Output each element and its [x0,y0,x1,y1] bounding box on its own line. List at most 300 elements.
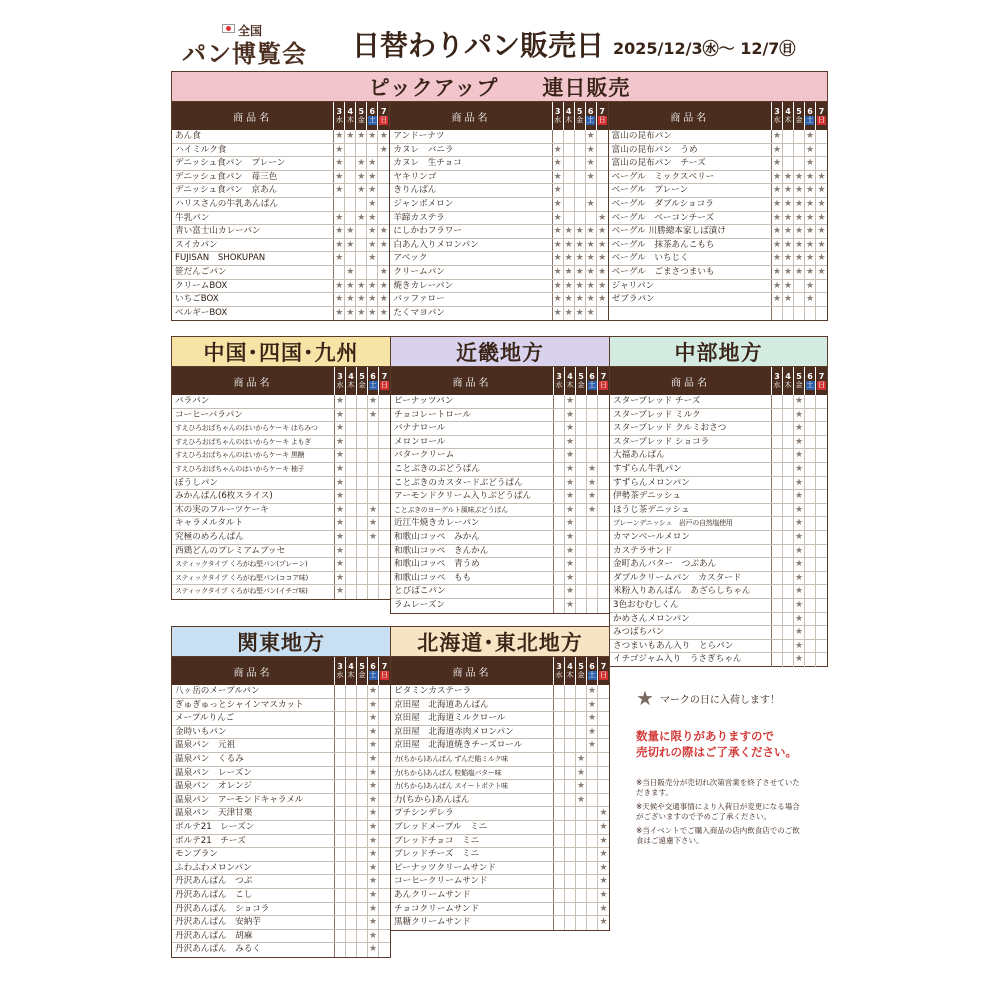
product-name: 金時いもパン [172,726,335,739]
availability-cell [816,640,827,653]
availability-star: ★ [576,794,586,805]
availability-star: ★ [817,212,826,223]
availability-cell [576,835,587,848]
availability-cell [576,875,587,888]
availability-star: ★ [794,627,804,638]
availability-cell [379,409,390,422]
availability-star: ★ [772,239,782,250]
availability-cell [379,794,390,807]
day-header [335,657,346,685]
availability-star: ★ [794,226,804,237]
availability-star: ★ [346,280,355,291]
product-name: 力(ちから)あんぱん スイートポテト味 [391,780,554,793]
availability-cell [346,930,357,943]
product-name: ふわふわメロンパン [172,862,335,875]
availability-cell [554,699,565,712]
availability-cell [597,144,608,157]
availability-star: ★ [565,559,575,570]
weekday: 木 [784,381,792,389]
availability-cell [357,943,368,957]
availability-star: ★ [599,876,608,887]
availability-star: ★ [586,144,595,155]
availability-cell [346,395,357,408]
availability-star: ★ [587,726,597,737]
availability-cell [346,409,357,422]
availability-cell [783,585,794,598]
day-header [783,367,794,395]
day-number: 6 [369,107,376,116]
availability-cell [805,449,816,462]
availability-star: ★ [587,504,597,515]
product-name: 米粉入りあんぱん あざらしちゃん [610,585,772,598]
availability-cell [379,685,390,698]
availability-star: ★ [368,876,378,887]
availability-star: ★ [357,294,366,305]
availability-star: ★ [335,585,346,599]
availability-star: ★ [379,280,388,291]
product-row [172,545,390,559]
product-table [391,657,609,930]
availability-cell [805,422,816,435]
availability-cell [816,280,827,293]
availability-star: ★ [575,294,584,305]
day-number: 7 [381,372,388,381]
product-name: デニッシュ食パン 苺三色 [172,171,334,184]
availability-cell [587,875,598,888]
availability-star: ★ [335,185,344,196]
day-header [565,367,576,395]
table-header [390,102,607,130]
section-body [172,367,390,599]
availability-star: ★ [565,586,575,597]
availability-cell [816,599,827,612]
availability-cell [346,780,357,793]
availability-cell [346,862,357,875]
availability-cell [554,572,565,585]
availability-cell [805,599,816,612]
product-row [172,184,389,198]
availability-cell [345,252,356,265]
availability-cell [379,490,390,503]
availability-cell [335,685,346,698]
availability-cell [816,504,827,517]
availability-cell [379,712,390,725]
weekday: 土 [369,381,377,389]
product-name: 白あん入りメロンパン [390,239,552,252]
availability-cell [783,144,794,157]
availability-star: ★ [575,239,584,250]
availability-cell [598,726,609,739]
availability-cell [805,307,816,321]
availability-cell [335,862,346,875]
availability-cell [554,903,565,916]
product-row [391,875,609,889]
availability-star: ★ [357,158,366,169]
availability-cell [816,463,827,476]
availability-cell [554,916,565,930]
availability-star: ★ [772,185,782,196]
product-name: 究極のめろんぱん [172,531,335,544]
availability-star: ★ [565,599,576,613]
availability-cell [598,780,609,793]
product-row [391,685,609,699]
availability-cell [587,862,598,875]
product-row [391,767,609,781]
product-name: チョコレートロール [391,409,554,422]
availability-star: ★ [335,226,344,237]
stock-notice [636,728,797,760]
availability-cell [357,916,368,929]
product-name: たくマヨパン [390,307,552,321]
day-number: 4 [785,372,791,381]
weekday: 金 [577,381,585,389]
availability-cell [598,504,609,517]
section-pickup [171,71,828,321]
availability-cell [356,239,367,252]
availability-star: ★ [565,504,575,515]
availability-cell [346,685,357,698]
availability-cell [598,599,609,613]
product-row [391,545,609,559]
availability-cell [794,130,805,143]
availability-cell [346,572,357,585]
availability-cell [379,517,390,530]
availability-cell [772,640,783,653]
product-row [390,225,607,239]
availability-star: ★ [772,158,782,169]
availability-star: ★ [368,753,378,764]
day-header [597,102,608,130]
availability-star: ★ [794,185,804,196]
product-name: 丹沢あんぱん ショコラ [172,903,335,916]
availability-cell [554,545,565,558]
availability-cell [565,767,576,780]
product-name: あんクリームサンド [391,889,554,902]
availability-cell [598,794,609,807]
availability-cell [597,198,608,211]
availability-cell [367,144,378,157]
availability-star: ★ [805,158,815,169]
product-name: アベック [390,252,552,265]
availability-cell [598,558,609,571]
availability-star: ★ [565,477,575,488]
availability-cell [335,726,346,739]
availability-star: ★ [368,253,377,264]
availability-star: ★ [586,239,595,250]
availability-cell [772,463,783,476]
availability-cell [576,903,587,916]
availability-star: ★ [357,280,366,291]
product-row [172,726,390,740]
availability-star: ★ [805,185,815,196]
day-header [554,367,565,395]
product-name: キャラメルタルト [172,517,335,530]
product-row [391,889,609,903]
date-range: 2025/12/3㊌〜 12/7㊐ [613,39,796,58]
product-table [391,367,609,613]
product-name: ボルテ21 レーズン [172,821,335,834]
availability-cell [346,821,357,834]
notice-line-1: 数量に限りがありますので [636,729,774,743]
availability-cell [772,422,783,435]
product-row [390,198,607,212]
availability-cell [587,422,598,435]
availability-star: ★ [783,226,793,237]
availability-star: ★ [379,266,388,277]
product-row [172,753,390,767]
legend-text: マークの日に入荷します！ [659,694,780,706]
availability-cell [565,712,576,725]
availability-cell [357,821,368,834]
availability-cell [598,409,609,422]
product-name: ピーナッツクリームサンド [391,862,554,875]
product-row [391,585,609,599]
product-row [172,225,389,239]
product-name: 力(ちから)あんぱん ずんだ餡ミルク味 [391,753,554,766]
section-body [172,102,827,320]
weekday: 木 [566,671,574,679]
availability-star: ★ [587,686,597,696]
legend [636,688,780,708]
availability-star: ★ [368,740,378,751]
availability-cell [357,712,368,725]
product-name: ベーグル 川勝總本家しば漬け [609,225,772,238]
availability-star: ★ [794,396,804,406]
product-row [391,794,609,808]
availability-cell [565,807,576,820]
availability-cell [335,875,346,888]
product-row [390,212,607,226]
availability-cell [598,712,609,725]
product-name: ピーナッツパン [391,395,554,408]
product-name: ぼうしパン [172,477,335,490]
product-row [172,198,389,212]
section-title: 北海道･東北地方 [391,627,609,657]
availability-cell [598,739,609,752]
weekday: 金 [795,381,803,389]
product-row [172,280,389,294]
availability-cell [368,585,379,599]
availability-star: ★ [575,307,586,321]
availability-cell [346,449,357,462]
day-header [554,657,565,685]
product-name: みつばちパン [610,626,772,639]
availability-cell [598,585,609,598]
product-row [390,157,607,171]
availability-star: ★ [783,171,793,182]
availability-cell [772,585,783,598]
product-name: ヤキリンゴ [390,171,552,184]
availability-cell [587,767,598,780]
availability-star: ★ [783,294,793,305]
availability-star: ★ [783,280,793,291]
product-name: 西鶏どんのプレミアムブッセ [172,545,335,558]
product-row [610,449,827,463]
availability-star: ★ [368,518,378,529]
product-name: かめさんメロンパン [610,613,772,626]
availability-star: ★ [357,131,366,141]
product-row [609,157,827,171]
availability-star: ★ [772,198,782,209]
availability-cell [783,449,794,462]
weekday: 水 [336,381,344,389]
availability-cell [576,477,587,490]
product-row [610,436,827,450]
availability-star: ★ [564,280,573,291]
product-name: チョコクリームサンド [391,903,554,916]
product-name: 力(ちから)あんぱん 粒餡塩バター味 [391,767,554,780]
weekday: 日 [818,381,825,389]
availability-cell [357,685,368,698]
availability-cell [346,835,357,848]
product-name: FUJISAN SHOKUPAN [172,252,334,265]
availability-cell [368,463,379,476]
product-row [391,712,609,726]
product-row [610,395,827,409]
availability-cell [805,463,816,476]
product-name: 温泉パン 天津甘栗 [172,807,335,820]
product-name: ことぶきのヨーグルト風味ぶどうぱん [391,504,554,517]
column-header-name: 商品名 [172,102,334,130]
weekday: 金 [577,671,585,679]
availability-star: ★ [553,294,562,305]
availability-star: ★ [335,477,345,488]
product-name: 伊勢茶デニッシュ [610,490,772,503]
day-number: 6 [807,107,813,116]
availability-cell [346,422,357,435]
product-row [391,422,609,436]
availability-cell [379,807,390,820]
availability-star: ★ [783,185,793,196]
availability-cell [554,794,565,807]
product-name: ぎゅぎゅっとシャインマスカット [172,699,335,712]
availability-star: ★ [335,409,345,420]
day-header [794,102,805,130]
availability-cell [587,807,598,820]
product-row [609,280,827,294]
weekday: 木 [347,381,355,389]
availability-cell [379,558,390,571]
product-name: ベーグル ダブルショコラ [609,198,772,211]
product-row [172,930,390,944]
product-row [610,599,827,613]
availability-cell [565,875,576,888]
availability-cell [345,171,356,184]
product-row [610,422,827,436]
availability-cell [368,422,379,435]
availability-star: ★ [379,294,388,305]
availability-star: ★ [772,253,782,264]
availability-cell [805,504,816,517]
product-name: ベーグル ごまさつまいも [609,266,772,279]
availability-star: ★ [565,463,575,474]
availability-star: ★ [564,226,573,237]
availability-star: ★ [335,531,345,542]
availability-cell [554,436,565,449]
availability-star: ★ [379,144,388,155]
availability-star: ★ [587,463,597,474]
product-row [172,157,389,171]
availability-star: ★ [783,212,793,223]
availability-cell [379,875,390,888]
product-row [172,821,390,835]
availability-star: ★ [794,518,804,529]
availability-star: ★ [783,198,793,209]
availability-star: ★ [357,212,366,223]
availability-cell [565,753,576,766]
availability-cell [335,767,346,780]
availability-star: ★ [794,409,804,420]
availability-cell [564,198,575,211]
availability-cell [805,640,816,653]
availability-star: ★ [335,545,345,556]
product-name: すずらん牛乳パン [610,463,772,476]
product-row [609,307,827,321]
availability-cell [783,130,794,143]
availability-cell [565,699,576,712]
product-name: 丹沢あんぱん つぶ [172,875,335,888]
availability-star: ★ [368,185,377,196]
section-chugoku-shikoku-kyushu [171,336,391,600]
product-name: カステラサンド [610,545,772,558]
product-table [172,367,390,599]
product-name: 京田屋 北海道ミルクロール [391,712,554,725]
availability-cell [805,653,816,667]
availability-cell [357,767,368,780]
product-name: プチシンデレラ [391,807,554,820]
availability-star: ★ [805,171,815,182]
availability-cell [783,422,794,435]
column-header-name: 商品名 [172,367,335,395]
availability-star: ★ [794,572,804,583]
availability-star: ★ [368,767,378,778]
availability-cell [783,395,794,408]
availability-star: ★ [772,131,782,141]
availability-cell [357,558,368,571]
day-header [346,657,357,685]
product-row [610,504,827,518]
day-header [378,102,389,130]
product-row [172,916,390,930]
product-row [172,685,390,699]
page-title: 日替わりパン販売日 [352,29,605,62]
availability-star: ★ [586,266,595,277]
day-number: 6 [587,107,594,116]
availability-cell [783,531,794,544]
availability-cell [587,889,598,902]
product-name: 近江牛焼きカレーパン [391,517,554,530]
availability-cell [346,753,357,766]
availability-cell [554,753,565,766]
product-name: ブレッドチーズ ミニ [391,848,554,861]
availability-cell [357,517,368,530]
availability-cell [575,144,586,157]
weekday: 日 [817,116,825,124]
product-name: ボルテ21 チーズ [172,835,335,848]
availability-cell [368,558,379,571]
availability-cell [368,545,379,558]
availability-star: ★ [368,713,378,724]
product-table [609,102,827,320]
availability-cell [794,307,805,321]
availability-star: ★ [772,266,782,277]
weekday: 水 [773,381,781,389]
product-table [390,102,608,320]
availability-star: ★ [335,253,344,264]
product-row [390,171,607,185]
availability-cell [357,930,368,943]
product-row [172,572,390,586]
